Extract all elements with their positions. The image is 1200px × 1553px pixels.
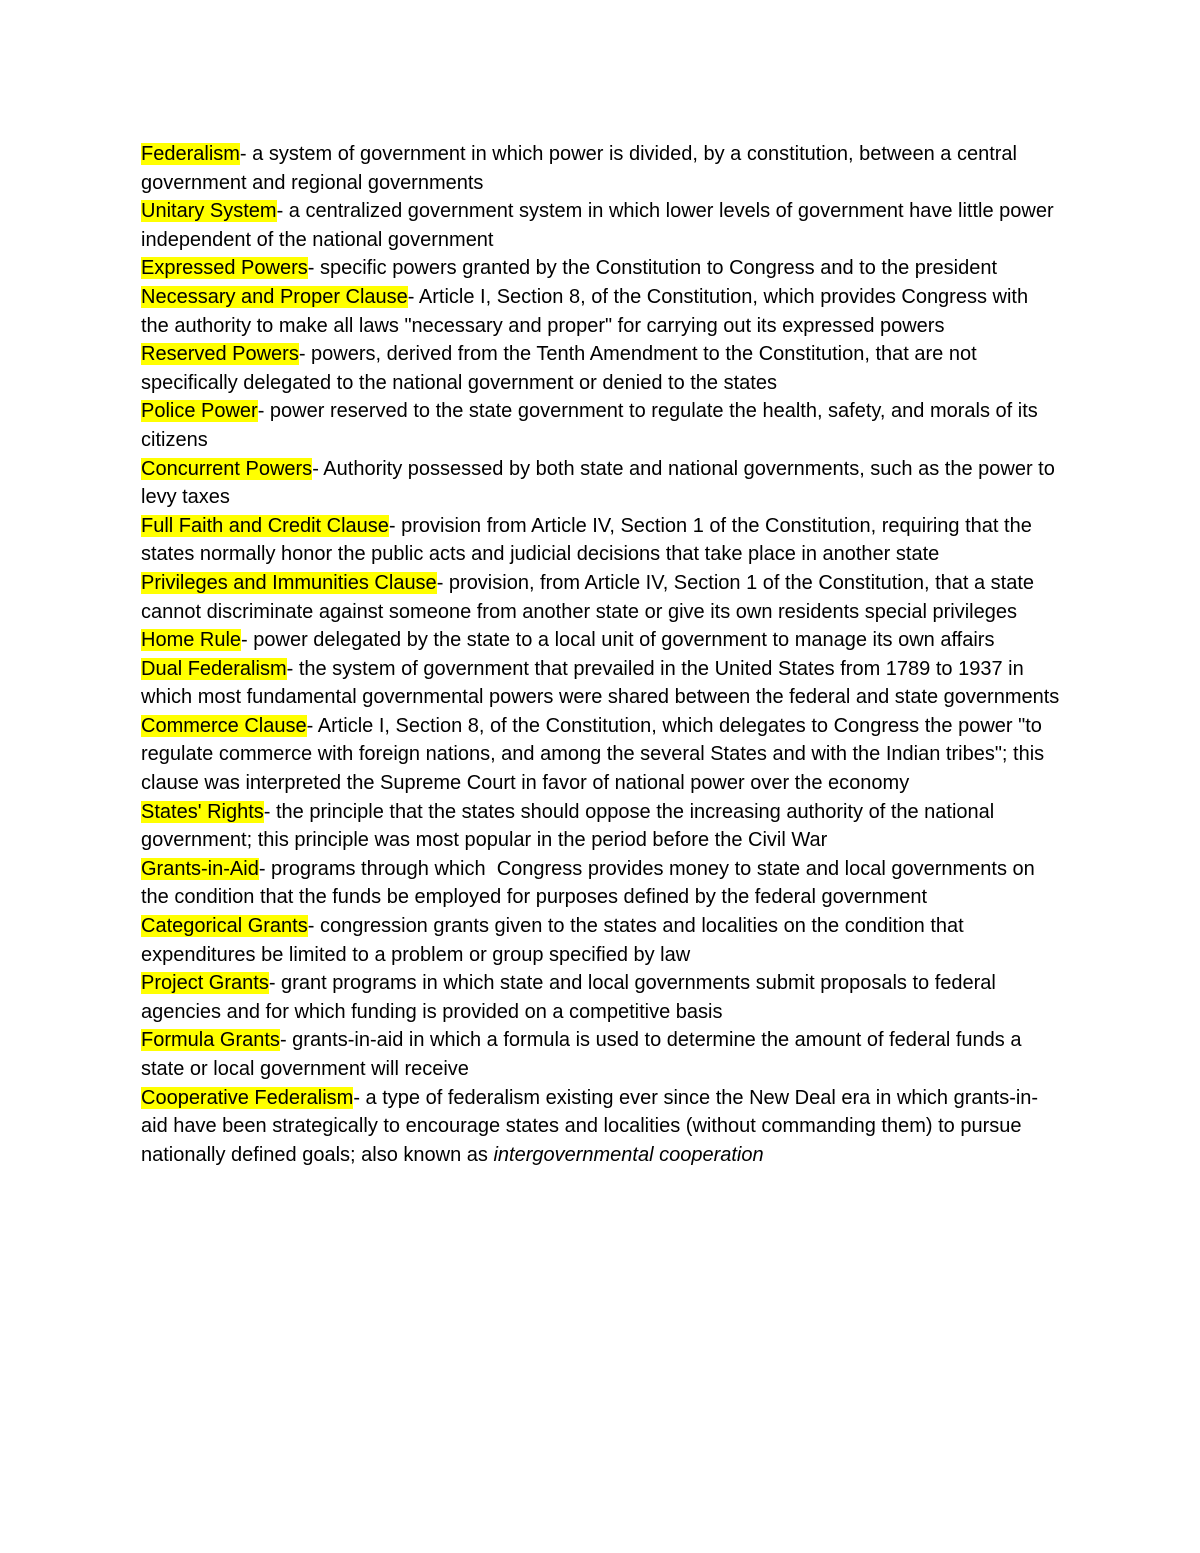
definition-text: - provision from Article IV, Section 1 of the Constitution, requiring that the states normally honor the public acts and judicial decisions that take place in another state (141, 514, 1032, 566)
definition-text: - power delegated by the state to a local unit of government to manage its own affairs (241, 629, 995, 652)
definition-entry-privileges-and-immunities-clause (141, 569, 1061, 626)
highlighted-term: Project Grants (141, 972, 269, 995)
highlighted-term: Reserved Powers (141, 343, 299, 366)
definition-entry-project-grants (141, 969, 1061, 1026)
definition-entry-unitary-system (141, 197, 1061, 254)
definition-italic-text: intergovernmental cooperation (493, 1143, 764, 1166)
definition-text: - specific powers granted by the Constitution to Congress and to the president (307, 257, 998, 280)
document-page (141, 140, 1061, 1169)
highlighted-term: Commerce Clause (141, 714, 307, 737)
definition-entry-concurrent-powers (141, 455, 1061, 512)
definition-text: - a type of federalism existing ever since the New Deal era in which grants-in-aid have been strategically to encourage states and localities (without commanding them) to pursue nationally defined goals; also known as (141, 1086, 1039, 1166)
definition-entry-police-power (141, 397, 1061, 454)
highlighted-term: Cooperative Federalism (141, 1086, 354, 1109)
highlighted-term: Formula Grants (141, 1029, 280, 1052)
definition-entry-full-faith-and-credit-clause (141, 512, 1061, 569)
definition-entry-categorical-grants (141, 912, 1061, 969)
highlighted-term: Unitary System (141, 200, 277, 223)
definition-text: - a system of government in which power is divided, by a constitution, between a central government and regional governments (141, 143, 1017, 194)
definition-text: - powers, derived from the Tenth Amendment to the Constitution, that are not specifically delegated to the national government or denied to the states (141, 343, 977, 394)
definition-text: - provision, from Article IV, Section 1 of the Constitution, that a state cannot discriminate against someone from another state or give its own residents special privileges (141, 571, 1035, 623)
highlighted-term: Police Power (141, 400, 258, 423)
definition-entry-expressed-powers (141, 254, 1061, 283)
definition-text: - Article I, Section 8, of the Constitution, which provides Congress with the authority to make all laws "necessary and proper" for carrying out its expressed powers (141, 285, 1029, 337)
definition-entry-home-rule (141, 626, 1061, 655)
highlighted-term: Dual Federalism (141, 657, 287, 680)
definition-text: - power reserved to the state government to regulate the health, safety, and morals of its citizens (141, 400, 1038, 451)
definition-entry-grants-in-aid (141, 855, 1061, 912)
highlighted-term: Concurrent Powers (141, 457, 313, 480)
definition-entry-necessary-and-proper-clause (141, 283, 1061, 340)
highlighted-term: Federalism (141, 143, 240, 165)
definition-entry-formula-grants (141, 1026, 1061, 1083)
definition-entry-federalism (141, 140, 1061, 197)
definition-entry-dual-federalism (141, 655, 1061, 712)
definition-text: - programs through which Congress provides money to state and local governments on the condition that the funds be employed for purposes defined by the federal government (141, 857, 1041, 909)
highlighted-term: Categorical Grants (141, 915, 308, 938)
definition-text: - a centralized government system in which lower levels of government have little power independent of the national government (141, 200, 1054, 251)
highlighted-term: Expressed Powers (141, 257, 308, 280)
definition-entry-commerce-clause (141, 712, 1061, 798)
highlighted-term: Privileges and Immunities Clause (141, 571, 437, 594)
definition-text: - Authority possessed by both state and national governments, such as the power to levy taxes (141, 457, 1055, 509)
definition-text: - grant programs in which state and local governments submit proposals to federal agencies and for which funding is provided on a competitive basis (141, 972, 996, 1023)
definition-entry-reserved-powers (141, 340, 1061, 397)
highlighted-term: Grants-in-Aid (141, 857, 259, 880)
highlighted-term: States' Rights (141, 800, 264, 823)
definition-text: - the system of government that prevailed in the United States from 1789 to 1937 in which most fundamental governmental powers were shared between the federal and state governments (141, 657, 1060, 709)
definition-text: - grants-in-aid in which a formula is used to determine the amount of federal funds a state or local government will receive (141, 1029, 1022, 1080)
highlighted-term: Necessary and Proper Clause (141, 285, 408, 308)
definition-entry-states-rights (141, 798, 1061, 855)
definition-text: - the principle that the states should oppose the increasing authority of the national government; this principle was most popular in the period before the Civil War (141, 800, 995, 852)
highlighted-term: Full Faith and Credit Clause (141, 514, 389, 537)
definition-entry-cooperative-federalism (141, 1084, 1061, 1170)
definition-text: - congression grants given to the states and localities on the condition that expenditures be limited to a problem or group specified by law (141, 915, 964, 966)
definition-text: - Article I, Section 8, of the Constitution, which delegates to Congress the power "to regulate commerce with foreign nations, and among the several States and with the Indian tribes"; this clause was interpreted the Supreme Court in favor of national power over the economy (141, 714, 1045, 795)
highlighted-term: Home Rule (141, 629, 242, 652)
